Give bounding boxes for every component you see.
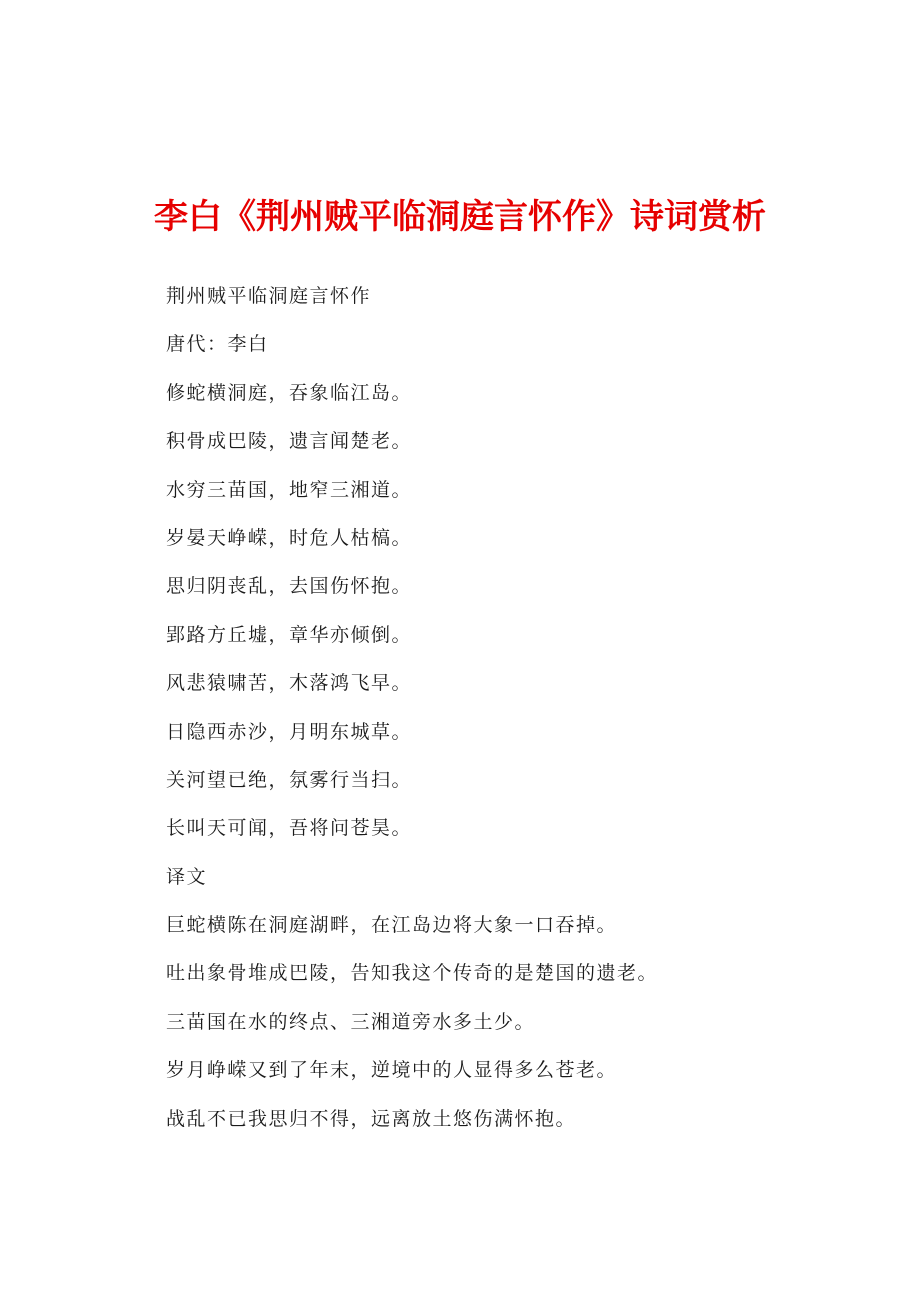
poem-title-line: 荆州贼平临洞庭言怀作: [166, 285, 372, 307]
poem-line: 积骨成巴陵，遗言闻楚老。: [166, 430, 413, 453]
translation-line: 战乱不已我思归不得，远离放土悠伤满怀抱。: [166, 1107, 577, 1130]
translation-line: 吐出象骨堆成巴陵，告知我这个传奇的是楚国的遗老。: [166, 962, 659, 985]
translation-line: 巨蛇横陈在洞庭湖畔，在江岛边将大象一口吞掉。: [166, 914, 618, 937]
translation-line: 三苗国在水的终点、三湘道旁水多土少。: [166, 1010, 536, 1033]
poem-line: 郢路方丘墟，章华亦倾倒。: [166, 623, 413, 646]
document-body: [166, 272, 866, 1143]
poem-line: 风悲猿啸苦，木落鸿飞早。: [166, 672, 413, 695]
author-line: 唐代：李白: [166, 333, 269, 356]
poem-line: 日隐西赤沙，月明东城草。: [166, 720, 413, 743]
poem-line: 思归阴丧乱，去国伤怀抱。: [166, 575, 413, 598]
poem-line: 水穷三苗国，地窄三湘道。: [166, 478, 413, 501]
translation-line: 岁月峥嵘又到了年末，逆境中的人显得多么苍老。: [166, 1059, 618, 1082]
poem-line: 长叫天可闻，吾将问苍昊。: [166, 817, 413, 840]
translation-heading: 译文: [166, 865, 208, 888]
document-title: 李白《荆州贼平临洞庭言怀作》诗词赏析: [154, 197, 766, 237]
poem-line: 修蛇横洞庭，吞象临江岛。: [166, 381, 413, 404]
poem-line: 岁晏天峥嵘，时危人枯槁。: [166, 526, 413, 549]
poem-line: 关河望已绝，氛雾行当扫。: [166, 768, 413, 791]
